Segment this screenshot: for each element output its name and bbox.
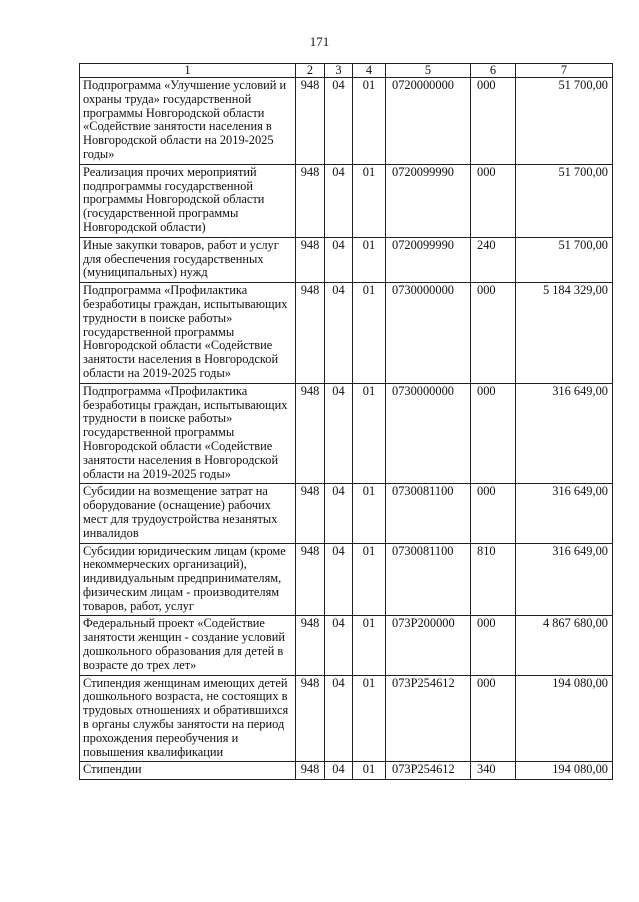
column-header: 7 [516,64,613,78]
row-amount: 51 700,00 [516,237,613,282]
column-header: 5 [386,64,471,78]
row-code-target: 0720099990 [386,237,471,282]
row-name: Субсидии на возмещение затрат на оборудование (оснащение) рабочих мест для трудоустройства незанятых инвалидов [80,484,296,543]
row-code-subsection: 01 [353,675,386,762]
header-row [80,64,613,78]
table-row [80,383,613,484]
column-header: 4 [353,64,386,78]
column-header: 3 [325,64,353,78]
row-code-section: 04 [325,675,353,762]
table-row [80,484,613,543]
row-code-expense-type: 000 [471,283,516,384]
row-code-ministry: 948 [296,543,325,616]
row-code-section: 04 [325,383,353,484]
row-amount: 51 700,00 [516,78,613,165]
row-name: Подпрограмма «Улучшение условий и охраны труда» государственной программы Новгородской области «Содействие занятости населения в Новгородской области на 2019-2025 годы» [80,78,296,165]
row-code-ministry: 948 [296,762,325,780]
row-code-target: 0730081100 [386,484,471,543]
row-name: Субсидии юридическим лицам (кроме некоммерческих организаций), индивидуальным предпринимателям, физическим лицам - производителям товаров, работ, услуг [80,543,296,616]
column-header: 6 [471,64,516,78]
row-code-target: 0730000000 [386,383,471,484]
row-amount: 51 700,00 [516,164,613,237]
row-code-section: 04 [325,484,353,543]
page-number: 171 [309,34,330,49]
row-code-target: 0720000000 [386,78,471,165]
budget-table [79,63,613,780]
row-amount: 5 184 329,00 [516,283,613,384]
table-row [80,762,613,780]
row-code-subsection: 01 [353,616,386,675]
row-code-subsection: 01 [353,543,386,616]
row-code-ministry: 948 [296,164,325,237]
row-code-section: 04 [325,164,353,237]
table-row [80,616,613,675]
table-row [80,283,613,384]
row-code-section: 04 [325,762,353,780]
row-amount: 316 649,00 [516,484,613,543]
row-code-expense-type: 240 [471,237,516,282]
row-code-ministry: 948 [296,283,325,384]
column-header: 2 [296,64,325,78]
row-amount: 316 649,00 [516,543,613,616]
table-row [80,237,613,282]
row-name: Иные закупки товаров, работ и услуг для обеспечения государственных (муниципальных) нужд [80,237,296,282]
row-code-expense-type: 340 [471,762,516,780]
row-code-expense-type: 000 [471,484,516,543]
row-code-expense-type: 000 [471,383,516,484]
column-header: 1 [80,64,296,78]
row-code-ministry: 948 [296,237,325,282]
table-row [80,164,613,237]
row-code-target: 073P200000 [386,616,471,675]
row-code-subsection: 01 [353,383,386,484]
row-code-expense-type: 000 [471,616,516,675]
row-code-expense-type: 810 [471,543,516,616]
row-name: Федеральный проект «Содействие занятости женщин - создание условий дошкольного образования для детей в возрасте до трех лет» [80,616,296,675]
row-code-expense-type: 000 [471,164,516,237]
row-code-subsection: 01 [353,762,386,780]
table-row [80,543,613,616]
row-amount: 316 649,00 [516,383,613,484]
row-code-subsection: 01 [353,78,386,165]
row-code-expense-type: 000 [471,675,516,762]
row-code-ministry: 948 [296,484,325,543]
row-amount: 194 080,00 [516,675,613,762]
row-code-target: 073P254612 [386,675,471,762]
row-code-target: 0730081100 [386,543,471,616]
row-code-subsection: 01 [353,164,386,237]
row-code-subsection: 01 [353,283,386,384]
row-code-ministry: 948 [296,383,325,484]
row-amount: 4 867 680,00 [516,616,613,675]
row-code-ministry: 948 [296,616,325,675]
table-row [80,675,613,762]
row-code-ministry: 948 [296,78,325,165]
row-code-ministry: 948 [296,675,325,762]
row-code-section: 04 [325,78,353,165]
row-code-subsection: 01 [353,484,386,543]
row-name: Подпрограмма «Профилактика безработицы граждан, испытывающих трудности в поиске работы» государственной программы Новгородской области «Содействие занятости населения в Новгородской области на 2019-2025 годы» [80,283,296,384]
row-code-section: 04 [325,616,353,675]
row-code-section: 04 [325,543,353,616]
row-code-section: 04 [325,283,353,384]
row-code-target: 0720099990 [386,164,471,237]
row-amount: 194 080,00 [516,762,613,780]
row-code-section: 04 [325,237,353,282]
row-code-expense-type: 000 [471,78,516,165]
row-code-subsection: 01 [353,237,386,282]
row-code-target: 073P254612 [386,762,471,780]
row-name: Стипендия женщинам имеющих детей дошкольного возраста, не состоящих в трудовых отношениях и обратившихся в органы службы занятости на период прохождения переобучения и повышения квалификации [80,675,296,762]
row-name: Реализация прочих мероприятий подпрограммы государственной программы Новгородской области (государственной программы Новгородской области) [80,164,296,237]
table-row [80,78,613,165]
row-code-target: 0730000000 [386,283,471,384]
row-name: Стипендии [80,762,296,780]
row-name: Подпрограмма «Профилактика безработицы граждан, испытывающих трудности в поиске работы» государственной программы Новгородской области «Содействие занятости населения в Новгородской области на 2019-2025 годы» [80,383,296,484]
